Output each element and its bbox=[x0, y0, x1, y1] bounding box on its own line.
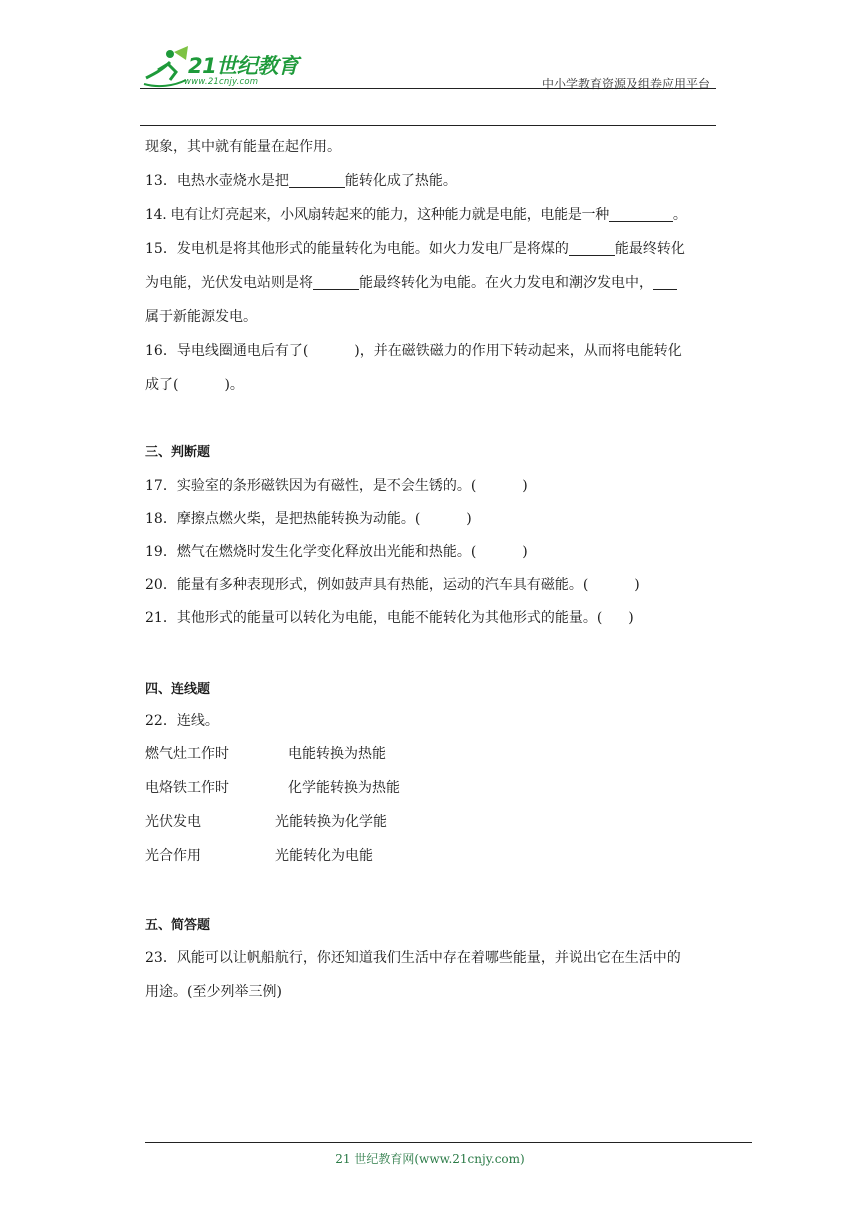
matching-row bbox=[145, 805, 720, 839]
question-16-line-2: 成了( )。 bbox=[145, 377, 244, 393]
question-14: 14. 电有让灯亮起来，小风扇转起来的能力，这种能力就是电能，电能是一种 。 bbox=[145, 207, 687, 223]
logo bbox=[140, 44, 310, 92]
question-23-line-1: 23．风能可以让帆船航行，你还知道我们生活中存在着哪些能量，并说出它在生活中的 bbox=[145, 950, 681, 966]
answer-blank[interactable] bbox=[313, 274, 359, 290]
footer-text: 21 世纪教育网(www.21cnjy.com) bbox=[335, 1152, 525, 1166]
question-15-line-1: 15．发电机是将其他形式的能量转化为电能。如火力发电厂是将煤的 能最终转化 bbox=[145, 241, 685, 257]
question-13: 13．电热水壶烧水是把 能转化成了热能。 bbox=[145, 173, 457, 189]
question-22: 22．连线。 bbox=[145, 713, 219, 729]
matching-right[interactable]: 光能转换为化学能 bbox=[275, 814, 387, 830]
matching-right[interactable]: 化学能转换为热能 bbox=[288, 780, 400, 796]
header-divider bbox=[140, 88, 716, 89]
answer-blank[interactable] bbox=[289, 172, 345, 188]
matching-left[interactable]: 燃气灶工作时 bbox=[145, 746, 229, 762]
matching-right[interactable]: 电能转换为热能 bbox=[288, 746, 386, 762]
logo-url: www.21cnjy.com bbox=[184, 77, 259, 87]
section-short-answer-title: 五、简答题 bbox=[145, 918, 211, 933]
question-19: 19．燃气在燃烧时发生化学变化释放出光能和热能。( ) bbox=[145, 544, 528, 560]
answer-blank[interactable] bbox=[609, 206, 673, 222]
page-header bbox=[140, 44, 716, 94]
content-top-rule bbox=[140, 125, 716, 126]
question-23-line-2: 用途。(至少列举三例) bbox=[145, 984, 282, 1000]
matching-row bbox=[145, 839, 720, 873]
answer-blank[interactable] bbox=[569, 240, 615, 256]
question-16-line-1: 16．导电线圈通电后有了( )，并在磁铁磁力的作用下转动起来，从而将电能转化 bbox=[145, 343, 682, 359]
question-15-line-2: 为电能，光伏发电站则是将 能最终转化为电能。在火力发电和潮汐发电中， bbox=[145, 266, 720, 300]
question-17: 17．实验室的条形磁铁因为有磁性，是不会生锈的。( ) bbox=[145, 478, 528, 494]
section-matching-title: 四、连线题 bbox=[145, 682, 211, 697]
question-20: 20．能量有多种表现形式，例如鼓声具有热能，运动的汽车具有磁能。( ) bbox=[145, 577, 640, 593]
matching-row bbox=[145, 771, 720, 805]
matching-row bbox=[145, 737, 720, 771]
question-21: 21．其他形式的能量可以转化为电能，电能不能转化为其他形式的能量。( ) bbox=[145, 610, 634, 626]
section-judge-title: 三、判断题 bbox=[145, 445, 211, 460]
matching-left[interactable]: 电烙铁工作时 bbox=[145, 780, 229, 796]
matching-left[interactable]: 光伏发电 bbox=[145, 814, 201, 830]
matching-right[interactable]: 光能转化为电能 bbox=[275, 848, 373, 864]
logo-text: 21世纪教育 bbox=[188, 54, 299, 78]
matching-left[interactable]: 光合作用 bbox=[145, 848, 201, 864]
question-15-line-3: 属于新能源发电。 bbox=[145, 309, 257, 325]
exam-content bbox=[145, 130, 720, 1009]
footer-divider bbox=[145, 1142, 752, 1143]
intro-line: 现象，其中就有能量在起作用。 bbox=[145, 139, 341, 155]
question-18: 18．摩擦点燃火柴，是把热能转换为动能。( ) bbox=[145, 511, 472, 527]
answer-blank[interactable] bbox=[653, 274, 677, 290]
platform-name: 中小学教育资源及组卷应用平台 bbox=[541, 77, 710, 91]
